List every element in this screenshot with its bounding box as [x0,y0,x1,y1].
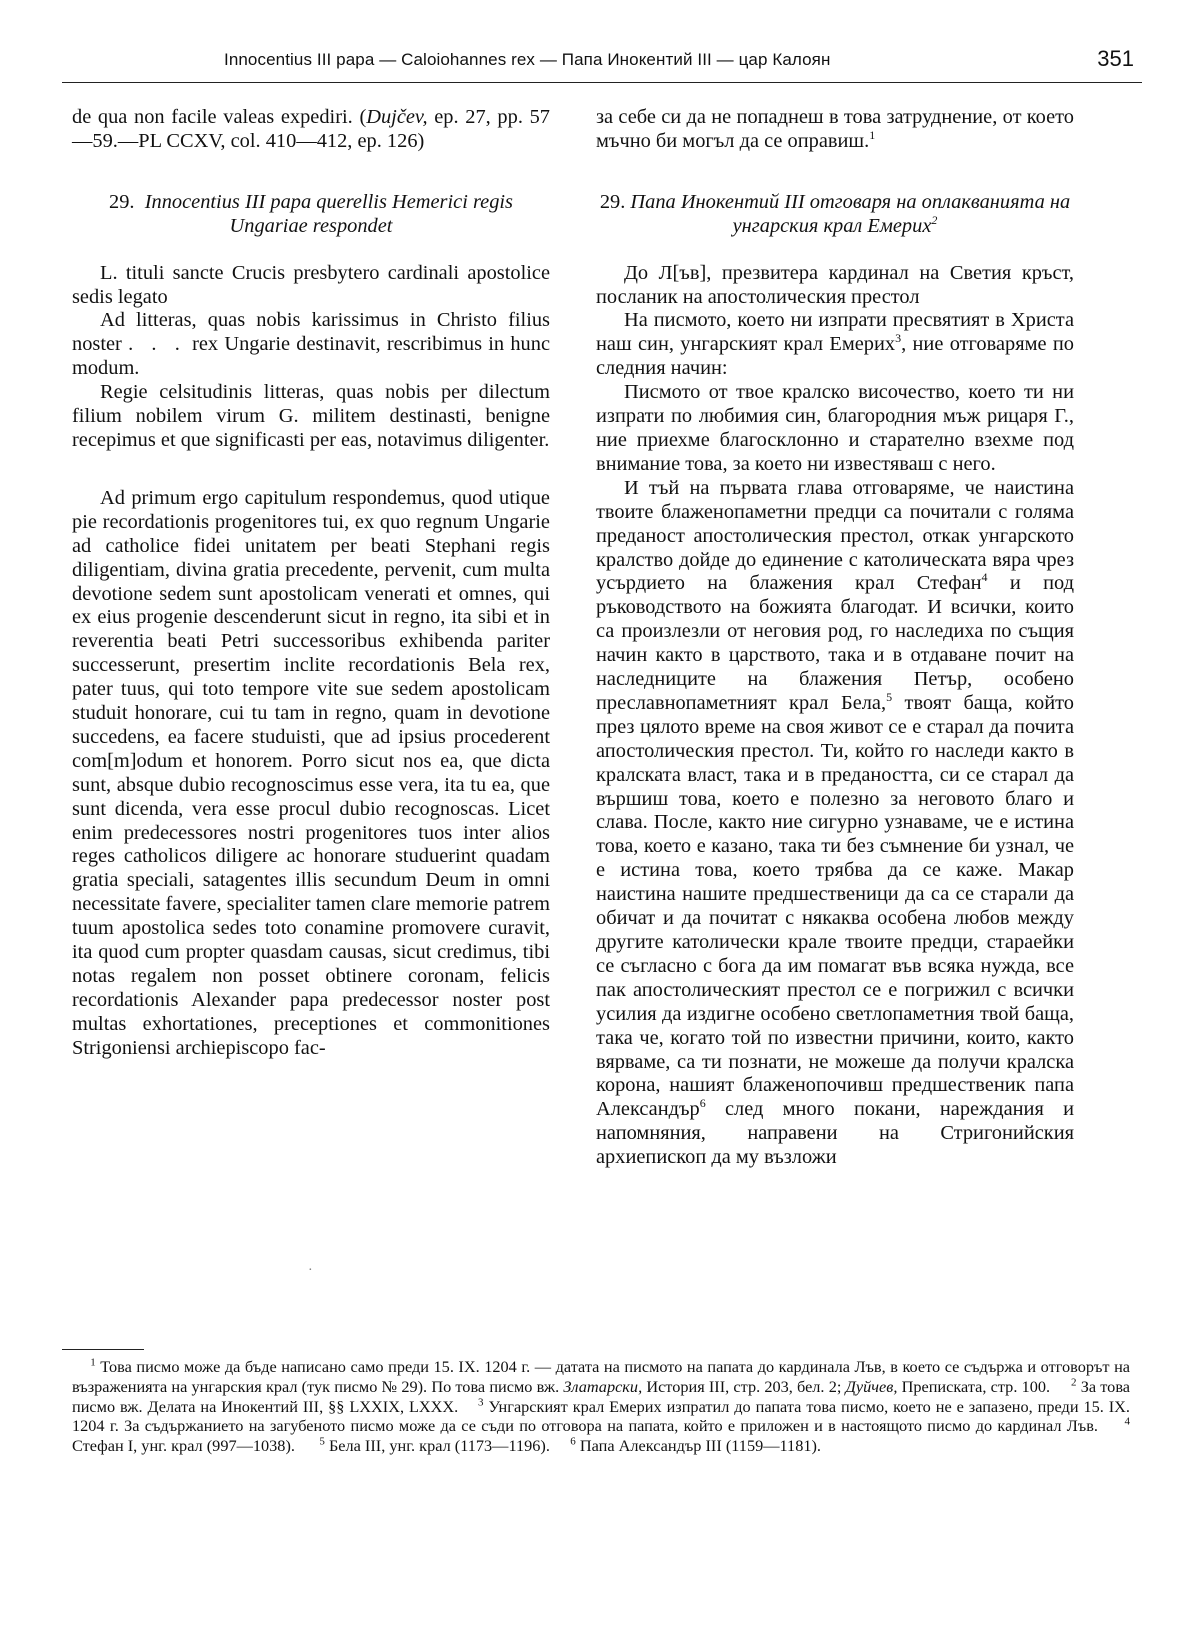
column-end-mark: · [308,1263,313,1278]
footnote-ref-3[interactable]: 3 [895,331,902,346]
bulgarian-column [596,106,1074,1170]
latin-address: L. tituli sancte Crucis presbytero cardinali apostolice sedis legato [72,261,550,308]
latin-column [72,106,550,1061]
bulgarian-carryover: за себе си да не попаднеш в това затруднение, от което мъчно би могъл да се оправиш.$^1$ [596,106,1074,152]
footnote-ref-1[interactable]: 1 [869,128,876,143]
footnote-3: $^3$ Унгарският крал Емерих изпратил до папата това писмо, което не е запазено, преди 15. IX. 1204 г. За съдържанието на загубеното писмо може да се съди по отговора на папата, който е приложен и в настоящото писмо до кардинал Лъв. [72,1396,1130,1436]
running-header [62,42,1142,83]
footnote-4: $^4$ Стефан I, унг. крал (997—1038). [72,1415,1130,1456]
bulgarian-address: До Л[ъв], презвитера кардинал на Светия кръст, посланик на апостолическия престол [596,261,1074,308]
footnote-ref-4[interactable]: 4 [981,570,988,585]
footnote-6: $^6$ Папа Александър III (1159—1181). [570,1435,821,1456]
latin-letter-heading: 29. Innocentius III papa querellis Hemerici regis Ungariae respondet [109,190,513,237]
bulgarian-paragraph-1: На писмото, което ни изпрати пресвятият в Христа наш син, унгарският крал Емерих$^3$, ние отговаряме по следния начин: [596,309,1074,380]
footnote-1: $^1$ Това писмо може да бъде написано само преди 15. IX. 1204 г. — датата на писмото на папата до кардинала Лъв, в което се съдържа и отговорът на възраженията на унгарския крал (тук писмо № 29). По това писмо вж. Златарски, История III, стр. 203, бел. 2; Дуйчев, Преписката, стр. 100. [72,1356,1131,1396]
footnote-ref-5[interactable]: 5 [886,690,893,705]
bulgarian-paragraph-2: Писмото от твое кралско височество, което ти ни изпрати по любимия син, благородния мъж рицаря Г., ние приехме благосклонно и старателно взехме под внимание това, за което ни известяваш с него. [596,381,1074,475]
bulgarian-paragraph-3: И тъй на първата глава отговаряме, че наистина твоите блаженопаметни предци са почитали с голяма преданост апостолическия престол, откак унгарското кралство дойде до единение с католическата вяра чрез усърдието на блажения крал Стефан$^4$ и под ръководството на божията благодат. И всички, които са произлезли от неговия род, го наследиха по същия начин както в царството, така и в отдаване почит на наследниците на блажения Петър, особено преславнопаметният крал Бела,$^5$ твоят баща, който през цялото време на своя живот се е старал да почита апостолическия престол. Ти, който го наследи както в кралската власт, така и в предаността, си се старал да вършиш това, което е полезно за неговото благо и слава. После, както ние сигурно узнаваме, че е истина това, което е казано, така ти без съмнение би узнал, че е истина това, което трябва да се каже. Макар наистина нашите предшественици да са се старали да обичат и да почитат с някаква особена любов между другите католически крале твоите предци, стараейки се съгласно с бога да им помагат във всяка нужда, все пак апостолическият престол се е погрижил с всички усилия да издигне особено светлопаметния твой баща, така че, когато той по известни причини, които, както вярваме, са ти познати, не можеше да получи кралска корона, нашият блаженопочивш предшественик папа Александър$^6$ след много покани, нареждания и напомняния, направени на Стригонийския архиепископ да му възложи [596,476,1074,1169]
footnote-2: $^2$ За това писмо вж. Делата на Инокентий III, §§ LXXIX, LXXX. [72,1376,1131,1416]
latin-paragraph-3: Ad primum ergo capitulum respondemus, quod utique pie recordationis progenitores tui, ex quo regnum Ungarie ad catholice fidei unitatem per beati Stephani regis diligentiam, divina gratia precedente, pervenit, cum multa devotione sedem sunt apostolicam venerati et omnes, qui ex eius progenie descenderunt sicut in regno, ita sibi et in reverentia beati Petri successoribus exhibenda pariter successerunt, presertim inclite recordationis Bela rex, pater tuus, qui toto tempore vite sue sedem apostolicam studuit honorare, cui tu tam in regno, quam in devotione succedens, ea facere studuisti, que ad ipsius procederent com[m]odum et honorem. Porro sicut nos ea, que dicta sunt, absque dubio recognoscimus esse vera, ita tu ea, que sunt dicenda, vera esse procul dubio recognoscas. Licet enim predecessores nostri progenitores tuos inter alios reges catholicos diligere ac honorare studuerint quadam gratia speciali, satagentes illis secundum Deum in omni necessitate favere, specialiter tamen clare memorie patrem tuum apostolica sedes toto conamine promovere curavit, ita quod cum propter quasdam causas, sicut credimus, tibi notas regalem non posset obtinere coronam, felicis recordationis Alexander papa predecessor noster post multas exhortationes, preceptiones et commonitiones Strigoniensi archiepiscopo fac- [72,486,550,1059]
latin-paragraph-2: Regie celsitudinis litteras, quas nobis per dilectum filium nobilem virum G. militem destinasti, benigne recepimus et que significasti per eas, notavimus diligenter. [72,381,550,451]
footnotes [72,1357,1130,1456]
running-title: Innocentius III papa — Caloiohannes rex — Папа Инокентий III — цар Калоян [224,50,831,69]
latin-paragraph-1: Ad litteras, quas nobis karissimus in Christo filius noster . . . rex Ungarie destinavit, rescribimus in hunc modum. [72,309,550,380]
footnote-5: $^5$ Бела III, унг. крал (1173—1196). [319,1435,550,1456]
latin-carryover: de qua non facile valeas expediri. (Dujčev, ep. 27, pp. 57—59.—PL CCXV, col. 410—412, ep. 126) [72,106,550,152]
footnote-ref-2[interactable]: 2 [931,212,938,227]
footnote-ref-6[interactable]: 6 [699,1096,706,1111]
footnote-rule [62,1349,144,1350]
page-number: 351 [1097,46,1134,71]
bulgarian-letter-heading: 29. Папа Инокентий III отговаря на оплакванията на унгарския крал Емерих$^2$ [599,190,1071,237]
